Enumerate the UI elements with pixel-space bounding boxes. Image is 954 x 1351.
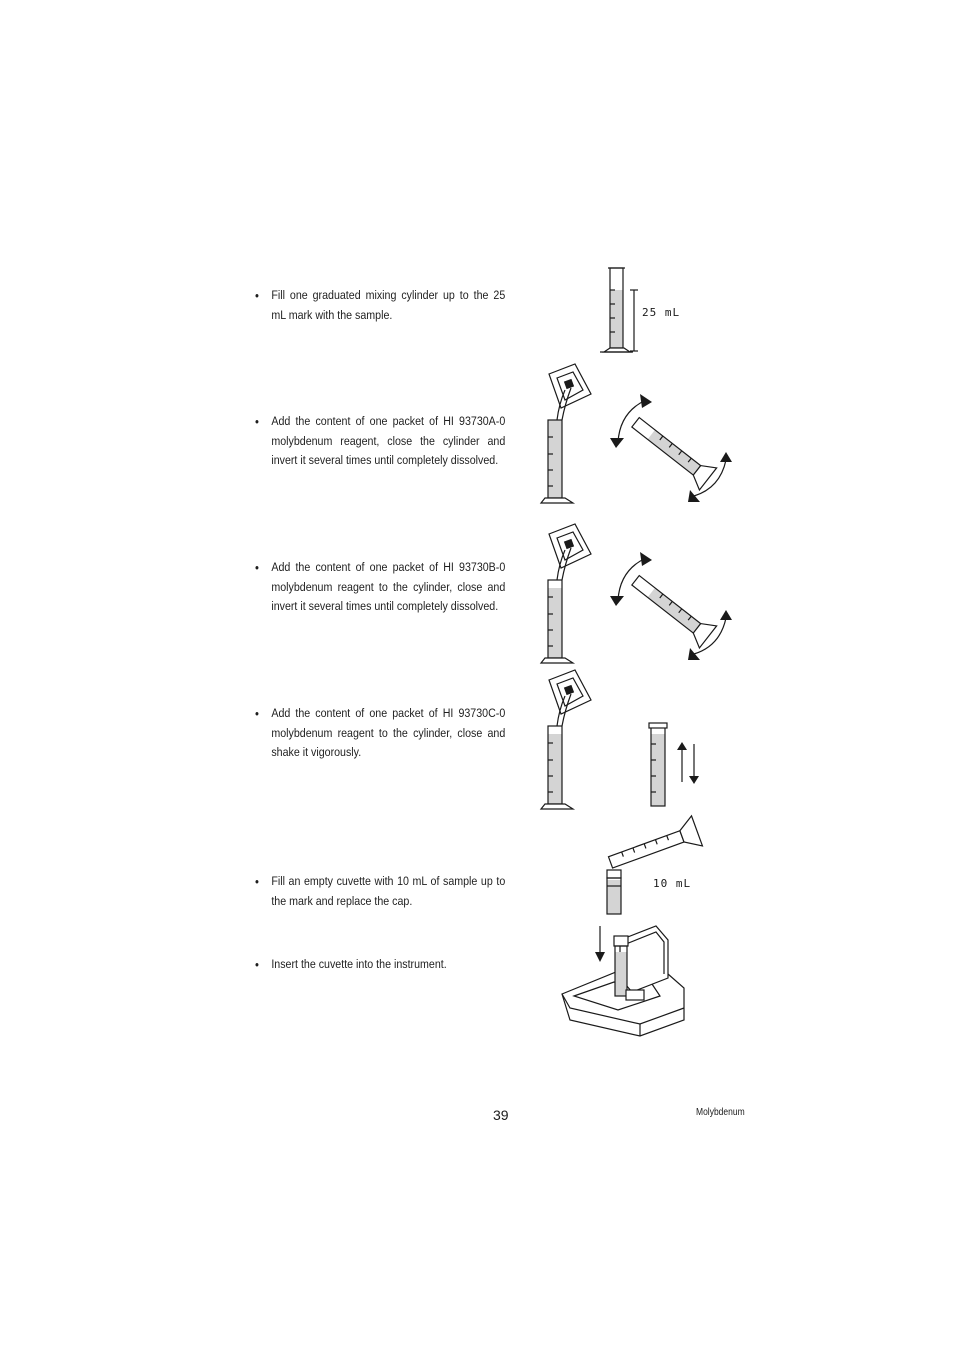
instrument-icon — [556, 920, 688, 1042]
invert-cylinder-icon — [606, 550, 736, 665]
shake-cylinder-icon — [640, 720, 710, 812]
step-5 — [255, 872, 506, 911]
invert-cylinder-icon — [606, 392, 736, 507]
reagent-packet-pour-icon — [535, 668, 625, 813]
bullet: • — [255, 874, 259, 889]
bullet: • — [255, 288, 259, 303]
step-6 — [255, 955, 470, 975]
pour-cuvette-icon — [600, 808, 710, 920]
bullet: • — [255, 706, 259, 721]
step-2-text: Add the content of one packet of HI 93730A-0 molybdenum reagent, close the cylinder and invert it several times until completely dissolved. — [271, 414, 506, 468]
step-3 — [255, 558, 506, 617]
step-2 — [255, 412, 506, 471]
bullet: • — [255, 560, 259, 575]
volume-25-label: 25 mL — [642, 306, 681, 319]
step-5-text: Fill an empty cuvette with 10 mL of sample up to the mark and replace the cap. — [271, 874, 506, 908]
page-number: 39 — [493, 1107, 509, 1123]
step-4-text: Add the content of one packet of HI 93730C-0 molybdenum reagent to the cylinder, close and shake it vigorously. — [271, 706, 506, 760]
graduated-cylinder-icon — [590, 262, 650, 358]
bullet: • — [255, 414, 259, 429]
step-1 — [255, 286, 506, 325]
step-3-text: Add the content of one packet of HI 93730B-0 molybdenum reagent to the cylinder, close and invert it several times until completely dissolved. — [271, 560, 506, 614]
step-4 — [255, 704, 506, 763]
footer-section-title: Molybdenum — [696, 1107, 745, 1118]
step-6-text: Insert the cuvette into the instrument. — [271, 957, 447, 971]
step-1-text: Fill one graduated mixing cylinder up to the 25 mL mark with the sample. — [271, 288, 506, 322]
bullet: • — [255, 957, 259, 972]
volume-10-label: 10 mL — [653, 877, 692, 890]
